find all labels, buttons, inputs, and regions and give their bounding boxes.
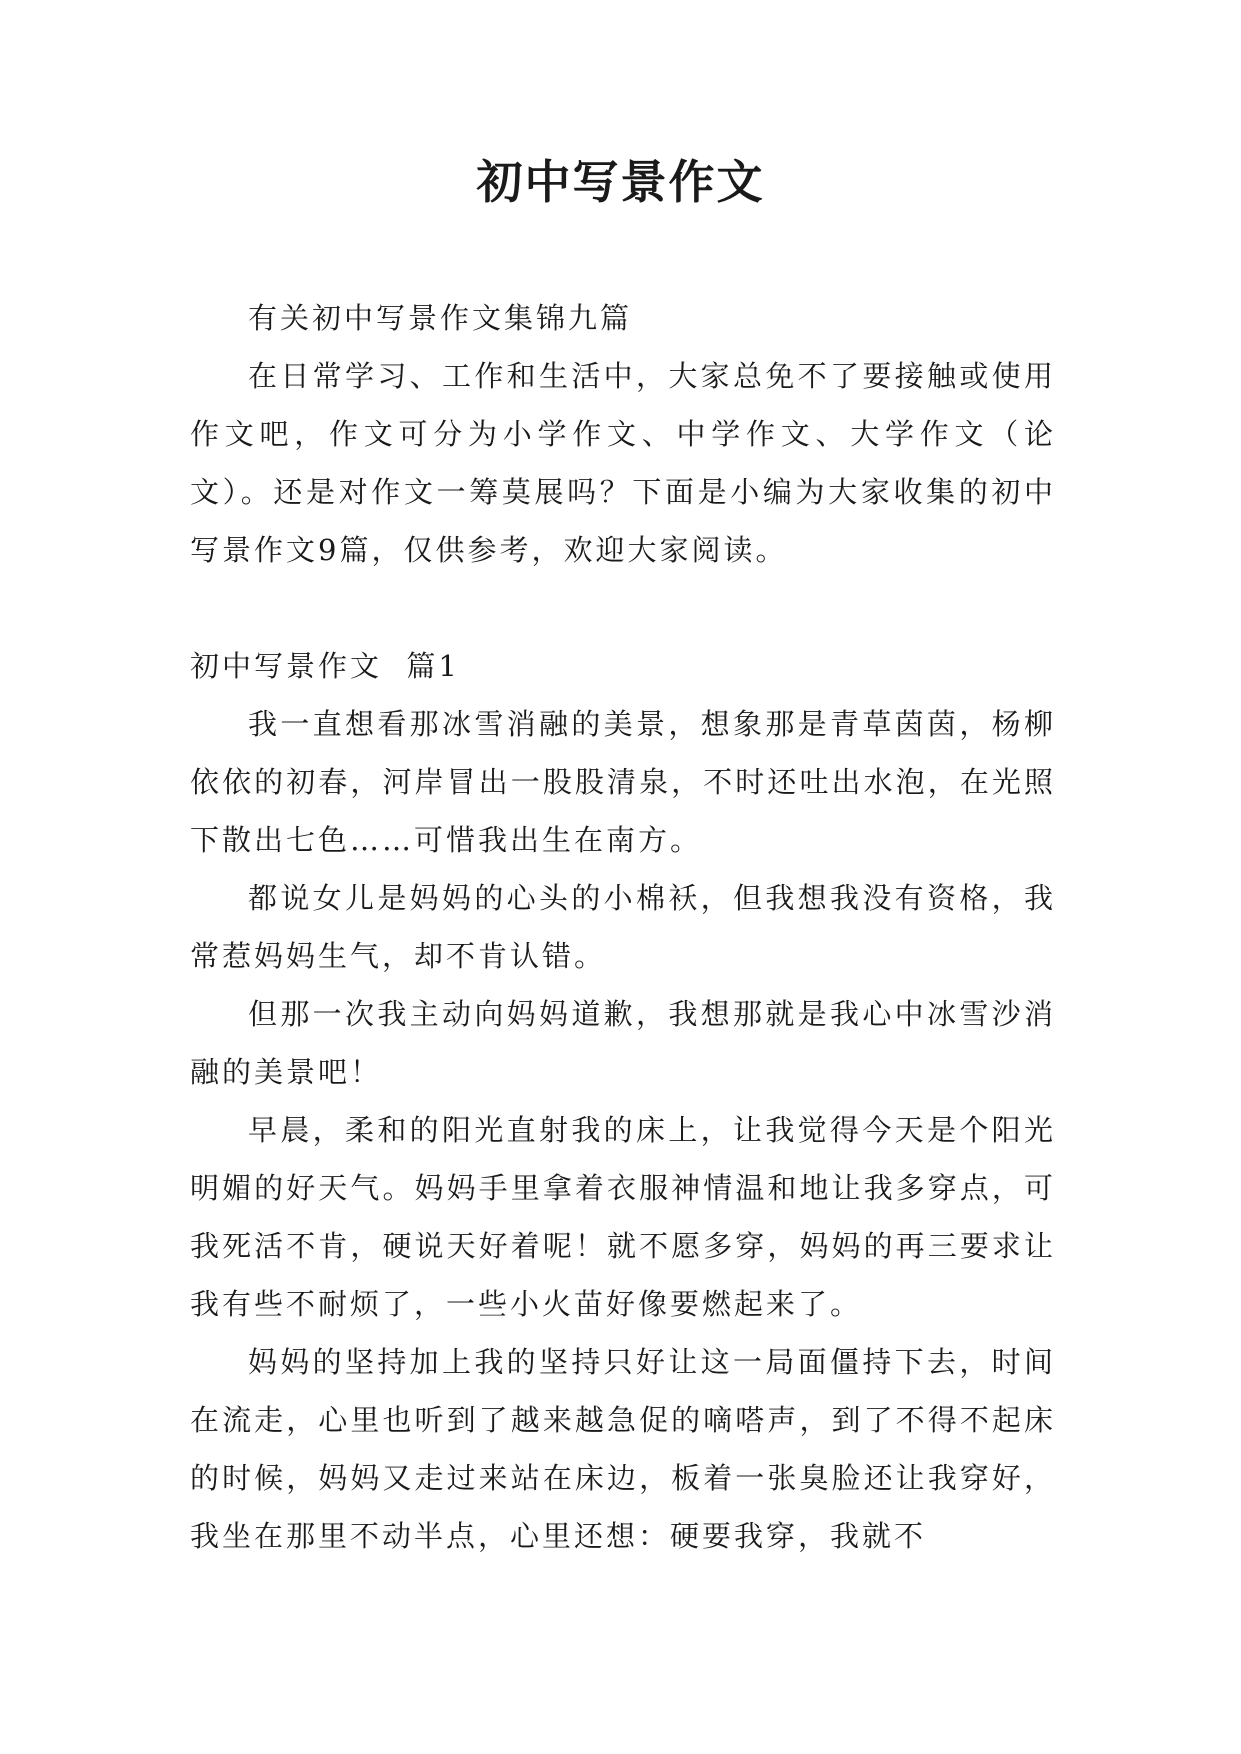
document-title: 初中写景作文	[476, 155, 765, 209]
document-subtitle: 有关初中写景作文集锦九篇	[248, 301, 633, 335]
intro-paragraph: 在日常学习、工作和生活中，大家总免不了要接触或使用作文吧，作文可分为小学作文、中学作文、大学作文（论文）。还是对作文一筹莫展吗？下面是小编为大家收集的初中写景作文9篇，仅供参考，欢迎大家阅读。	[190, 359, 1056, 567]
body-paragraph: 早晨，柔和的阳光直射我的床上，让我觉得今天是个阳光明媚的好天气。妈妈手里拿着衣服神情温和地让我多穿点，可我死活不肯，硬说天好着呢！就不愿多穿，妈妈的再三要求让我有些不耐烦了，一些小火苗好像要燃起来了。	[190, 1113, 1056, 1321]
body-paragraph: 但那一次我主动向妈妈道歉，我想那就是我心中冰雪沙消融的美景吧！	[190, 997, 1056, 1089]
body-paragraph: 妈妈的坚持加上我的坚持只好让这一局面僵持下去，时间在流走，心里也听到了越来越急促的嘀嗒声，到了不得不起床的时候，妈妈又走过来站在床边，板着一张臭脸还让我穿好，我坐在那里不动半点，心里还想：硬要我穿，我就不	[190, 1345, 1056, 1553]
document-body	[190, 289, 1056, 1565]
body-paragraph: 我一直想看那冰雪消融的美景，想象那是青草茵茵，杨柳依依的初春，河岸冒出一股股清泉，不时还吐出水泡，在光照下散出七色……可惜我出生在南方。	[190, 707, 1056, 857]
section-heading: 初中写景作文 篇1	[190, 649, 460, 683]
body-paragraph: 都说女儿是妈妈的心头的小棉袄，但我想我没有资格，我常惹妈妈生气，却不肯认错。	[190, 881, 1056, 973]
